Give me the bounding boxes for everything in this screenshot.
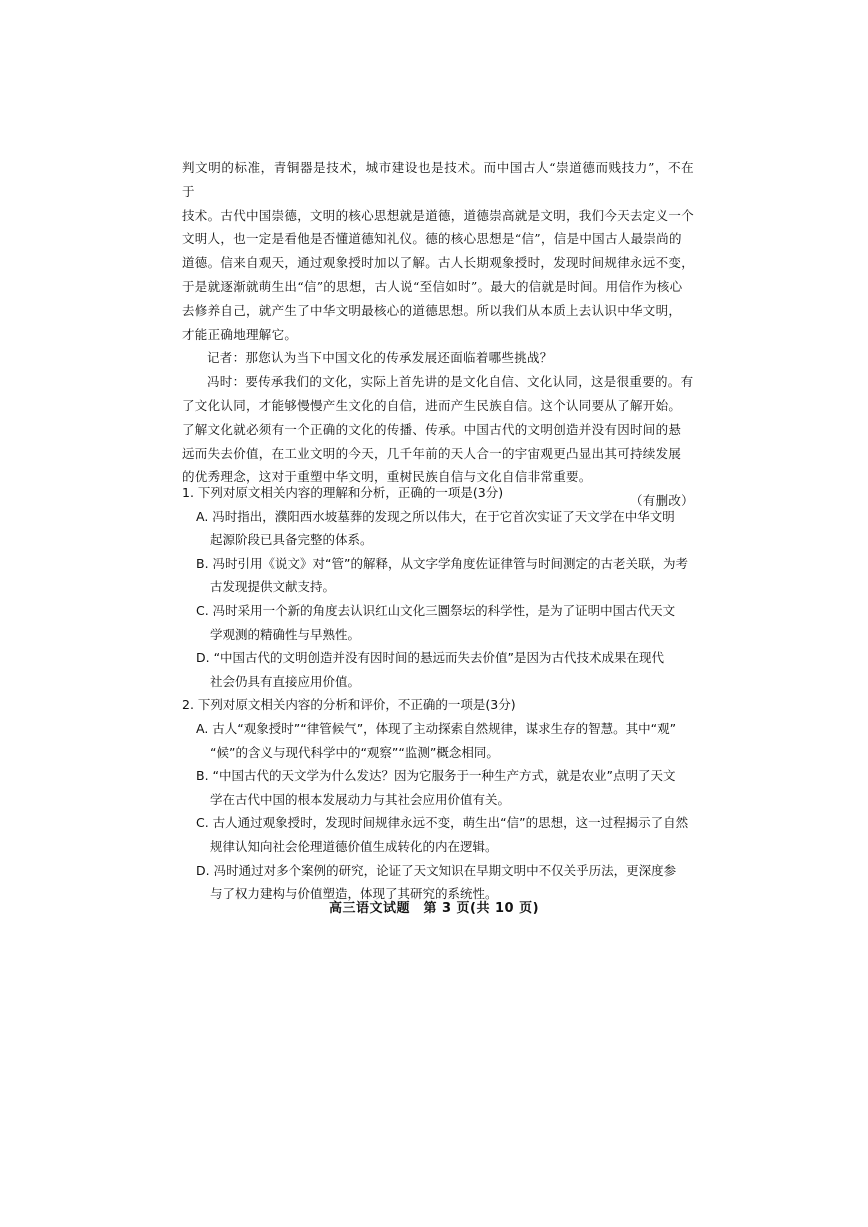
answer-line: 了文化认同，才能够慢慢产生文化的自信，进而产生民族自信。这个认同要从了解开始。 [182, 397, 682, 413]
question-stem: 1. 下列对原文相关内容的理解和分析，正确的一项是(3分) [182, 485, 504, 500]
passage-line: 道德。信来自观天，通过观象授时加以了解。古人长期观象授时，发现时间规律永远不变， [182, 255, 695, 271]
option-text: D. “中国古代的文明创造并没有因时间的悬远而失去价值”是因为古代技术成果在现代 [196, 650, 665, 666]
option-a [196, 505, 696, 552]
option-c [196, 811, 696, 858]
option-text: C. 冯时采用一个新的角度去认识红山文化三圜祭坛的科学性，是为了证明中国古代天文 [196, 602, 676, 618]
question-1 [182, 481, 696, 693]
option-b [196, 764, 696, 811]
passage-line: 技术。古代中国崇德，文明的核心思想就是道德，道德崇高就是文明，我们今天去定义一个 [182, 207, 695, 223]
option-b [196, 552, 696, 599]
passage-line: 才能正确地理解它。 [182, 326, 298, 342]
option-text: D. 冯时通过对多个案例的研究，论证了天文知识在早期文明中不仅关乎历法，更深度参 [196, 862, 677, 878]
answer-line: 远而失去价值，在工业文明的今天，几千年前的天人合一的宇宙观更凸显出其可持续发展 [182, 445, 682, 461]
question-stem: 2. 下列对原文相关内容的分析和评价，不正确的一项是(3分) [182, 697, 516, 713]
answer-line: 了解文化就必须有一个正确的文化的传播、传承。中国古代的文明创造并没有因时间的悬 [182, 421, 682, 437]
option-text: A. 古人“观象授时”“律管候气”，体现了主动探索自然规律，谋求生存的智慧。其中“观” [196, 720, 677, 736]
option-text-cont: 学观测的精确性与早熟性。 [210, 626, 361, 642]
option-a [196, 717, 696, 764]
passage-line: 去修养自己，就产生了中华文明最核心的道德思想。所以我们从本质上去认识中华文明， [182, 302, 682, 318]
option-text-cont: “候”的含义与现代科学中的“观察”“监测”概念相同。 [210, 744, 499, 760]
option-text: C. 古人通过观象授时，发现时间规律永远不变，萌生出“信”的思想，这一过程揭示了自然 [196, 815, 689, 831]
passage-line: 文明人，也一定是看他是否懂道德知礼仪。德的核心思想是“信”，信是中国古人最崇尚的 [182, 231, 682, 247]
option-text-cont: 社会仍具有直接应用价值。 [210, 673, 361, 689]
reading-passage [182, 156, 694, 513]
passage-line: 判文明的标准，青铜器是技术，城市建设也是技术。而中国古人“崇道德而贱技力”，不在于 [182, 160, 694, 199]
option-text-cont: 学在古代中国的根本发展动力与其社会应用价值有关。 [210, 791, 511, 807]
option-text-cont: 起源阶段已具备完整的体系。 [210, 532, 373, 548]
option-text: A. 冯时指出，濮阳西水坡墓葬的发现之所以伟大，在于它首次实证了天文学在中华文明 [196, 508, 675, 524]
option-c [196, 599, 696, 646]
option-d [196, 646, 696, 693]
option-text-cont: 与了权力建构与价值塑造，体现了其研究的系统性。 [210, 886, 498, 902]
answer-line: 冯时：要传承我们的文化，实际上首先讲的是文化自信、文化认同，这是很重要的。有 [207, 374, 694, 390]
option-text-cont: 古发现提供文献支持。 [210, 579, 336, 595]
option-text: B. “中国古代的天文学为什么发达？因为它服务于一种生产方式，就是农业”点明了天文 [196, 768, 676, 784]
option-text: B. 冯时引用《说文》对“管”的解释，从文字学角度佐证律管与时间测定的古老关联，为考 [196, 555, 688, 571]
page-footer: 高三语文试题 第 3 页(共 10 页) [328, 901, 540, 916]
answer-line: 的优秀理念，这对于重塑中华文明，重树民族自信与文化自信非常重要。 [182, 469, 592, 485]
option-text-cont: 规律认知向社会伦理道德价值生成转化的内在逻辑。 [210, 838, 498, 854]
passage-line: 于是就逐渐就萌生出“信”的思想，古人说“至信如时”。最大的信就是时间。用信作为核心 [182, 278, 683, 294]
reporter-question: 记者：那您认为当下中国文化的传承发展还面临着哪些挑战？ [207, 350, 553, 366]
question-section [182, 481, 696, 906]
question-2 [182, 693, 696, 905]
edited-note: （有删改） [629, 493, 694, 509]
